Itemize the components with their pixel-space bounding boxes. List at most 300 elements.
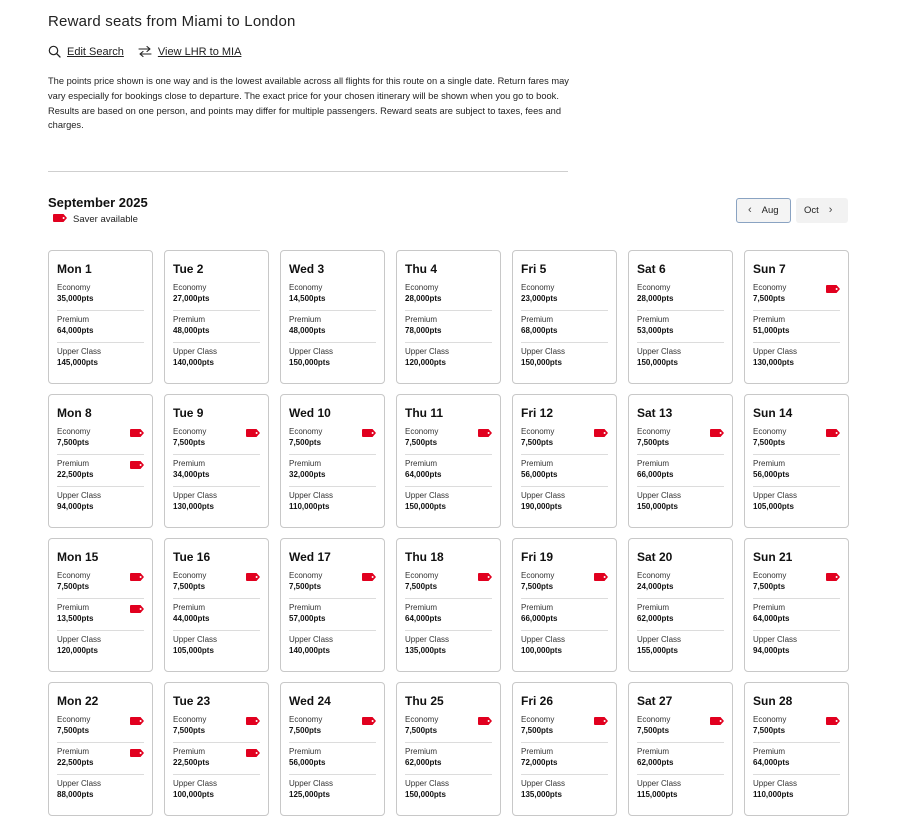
- saver-legend: [53, 214, 138, 225]
- fare-row: [405, 599, 492, 631]
- fare-row: [637, 775, 724, 807]
- day-card[interactable]: [512, 538, 617, 672]
- cabin-label: Premium: [289, 747, 322, 756]
- points-value: 7,500pts: [57, 582, 90, 591]
- points-value: 150,000pts: [637, 358, 678, 367]
- points-value: 94,000pts: [753, 646, 790, 655]
- month-title: September 2025: [48, 195, 148, 210]
- points-value: 155,000pts: [637, 646, 678, 655]
- cabin-label: Economy: [521, 715, 555, 724]
- points-value: 115,000pts: [637, 790, 678, 799]
- cabin-label: Economy: [173, 283, 207, 292]
- cabin-label: Premium: [405, 459, 438, 468]
- fare-row: [173, 311, 260, 343]
- fare-row: [753, 599, 840, 631]
- day-card[interactable]: [396, 250, 501, 384]
- fare-row: [405, 775, 492, 807]
- cabin-label: Premium: [637, 747, 670, 756]
- points-value: 56,000pts: [289, 758, 326, 767]
- points-value: 66,000pts: [637, 470, 674, 479]
- cabin-label: Economy: [289, 715, 323, 724]
- points-value: 120,000pts: [405, 358, 446, 367]
- fare-row: [405, 711, 492, 743]
- cabin-label: Premium: [57, 315, 90, 324]
- cabin-label: Economy: [57, 283, 91, 292]
- points-value: 66,000pts: [521, 614, 558, 623]
- cabin-label: Premium: [637, 315, 670, 324]
- fare-row: [405, 423, 492, 455]
- fare-row: [173, 775, 260, 807]
- saver-tag-icon: [246, 429, 260, 437]
- fare-row: [521, 423, 608, 455]
- saver-tag-icon: [130, 429, 144, 437]
- fare-row: [289, 599, 376, 631]
- cabin-label: Premium: [753, 603, 786, 612]
- day-label: Sun 28: [753, 694, 793, 708]
- day-card[interactable]: [48, 682, 153, 816]
- day-label: Wed 10: [289, 406, 331, 420]
- fare-row: [753, 311, 840, 343]
- day-label: Wed 3: [289, 262, 325, 276]
- saver-tag-icon: [362, 429, 376, 437]
- points-value: 44,000pts: [173, 614, 210, 623]
- points-value: 130,000pts: [753, 358, 794, 367]
- points-value: 7,500pts: [637, 438, 670, 447]
- saver-tag-icon: [826, 285, 840, 293]
- day-card[interactable]: [512, 250, 617, 384]
- points-value: 64,000pts: [753, 758, 790, 767]
- cabin-label: Economy: [405, 283, 439, 292]
- points-value: 120,000pts: [57, 646, 98, 655]
- fare-row: [753, 487, 840, 519]
- cabin-label: Economy: [753, 715, 787, 724]
- points-value: 57,000pts: [289, 614, 326, 623]
- cabin-label: Upper Class: [637, 779, 682, 788]
- day-card[interactable]: [512, 682, 617, 816]
- points-value: 7,500pts: [173, 438, 206, 447]
- day-card[interactable]: [164, 682, 269, 816]
- day-card[interactable]: [744, 394, 849, 528]
- cabin-label: Premium: [289, 603, 322, 612]
- points-value: 7,500pts: [753, 582, 786, 591]
- fare-row: [289, 423, 376, 455]
- cabin-label: Premium: [637, 603, 670, 612]
- fare-row: [405, 743, 492, 775]
- points-value: 140,000pts: [289, 646, 330, 655]
- chevron-right-icon: ›: [828, 204, 833, 216]
- view-reverse-route-link[interactable]: [138, 45, 242, 58]
- day-card[interactable]: [396, 538, 501, 672]
- day-card[interactable]: [280, 394, 385, 528]
- points-value: 7,500pts: [57, 726, 90, 735]
- fare-row: [405, 631, 492, 663]
- day-card[interactable]: [744, 682, 849, 816]
- fare-row: [521, 775, 608, 807]
- points-value: 7,500pts: [173, 726, 206, 735]
- fare-row: [173, 711, 260, 743]
- cabin-label: Economy: [753, 283, 787, 292]
- points-value: 64,000pts: [57, 326, 94, 335]
- saver-tag-icon: [594, 717, 608, 725]
- day-label: Sun 21: [753, 550, 793, 564]
- day-card[interactable]: [164, 250, 269, 384]
- cabin-label: Upper Class: [173, 347, 218, 356]
- fare-row: [57, 343, 144, 375]
- points-value: 35,000pts: [57, 294, 94, 303]
- fare-row: [289, 343, 376, 375]
- day-label: Mon 1: [57, 262, 92, 276]
- points-value: 7,500pts: [405, 726, 438, 735]
- divider: [48, 171, 568, 172]
- fare-row: [521, 487, 608, 519]
- swap-arrows-icon: [138, 45, 152, 58]
- points-value: 48,000pts: [173, 326, 210, 335]
- cabin-label: Upper Class: [521, 779, 566, 788]
- fare-row: [173, 599, 260, 631]
- cabin-label: Upper Class: [173, 635, 218, 644]
- cabin-label: Economy: [173, 427, 207, 436]
- day-card[interactable]: [512, 394, 617, 528]
- points-value: 100,000pts: [521, 646, 562, 655]
- calendar-grid: [48, 250, 849, 816]
- day-label: Tue 2: [173, 262, 204, 276]
- cabin-label: Premium: [521, 459, 554, 468]
- day-label: Sat 13: [637, 406, 673, 420]
- points-disclaimer: The points price shown is one way and is the lowest available across all flights for this route on a single date. Return fares may vary especially for bookings close to departure. The exact price for your chosen itinerary will be shown when you go to book. Results are based on one person, and points may differ for multiple passengers. Reward seats are subject to taxes, fees and charges.: [48, 76, 569, 131]
- points-value: 7,500pts: [521, 582, 554, 591]
- fare-row: [57, 487, 144, 519]
- fare-row: [637, 455, 724, 487]
- points-value: 27,000pts: [173, 294, 210, 303]
- cabin-label: Economy: [57, 715, 91, 724]
- cabin-label: Economy: [753, 427, 787, 436]
- cabin-label: Premium: [521, 747, 554, 756]
- saver-tag-icon: [710, 717, 724, 725]
- points-value: 64,000pts: [405, 614, 442, 623]
- fare-row: [57, 711, 144, 743]
- fare-row: [753, 423, 840, 455]
- points-value: 7,500pts: [753, 726, 786, 735]
- fare-row: [405, 567, 492, 599]
- points-value: 64,000pts: [753, 614, 790, 623]
- cabin-label: Upper Class: [753, 635, 798, 644]
- saver-tag-icon: [130, 717, 144, 725]
- fare-row: [753, 743, 840, 775]
- points-value: 105,000pts: [173, 646, 214, 655]
- cabin-label: Upper Class: [405, 635, 450, 644]
- day-label: Thu 4: [405, 262, 437, 276]
- points-value: 145,000pts: [57, 358, 98, 367]
- day-card[interactable]: [744, 538, 849, 672]
- fare-row: [173, 455, 260, 487]
- next-month-button[interactable]: [796, 198, 848, 223]
- points-value: 64,000pts: [405, 470, 442, 479]
- cabin-label: Premium: [173, 315, 206, 324]
- edit-search-link[interactable]: [48, 45, 124, 58]
- fare-row: [521, 711, 608, 743]
- day-label: Sat 20: [637, 550, 673, 564]
- cabin-label: Upper Class: [289, 491, 334, 500]
- day-card[interactable]: [628, 538, 733, 672]
- cabin-label: Upper Class: [289, 635, 334, 644]
- day-card[interactable]: [628, 250, 733, 384]
- cabin-label: Upper Class: [405, 347, 450, 356]
- fare-row: [173, 279, 260, 311]
- fare-row: [753, 711, 840, 743]
- page-title: Reward seats from Miami to London: [48, 13, 296, 30]
- saver-tag-icon: [826, 429, 840, 437]
- cabin-label: Upper Class: [753, 491, 798, 500]
- points-value: 62,000pts: [637, 614, 674, 623]
- day-label: Sun 14: [753, 406, 793, 420]
- points-value: 7,500pts: [753, 294, 786, 303]
- fare-row: [405, 455, 492, 487]
- day-card[interactable]: [280, 538, 385, 672]
- cabin-label: Economy: [637, 571, 671, 580]
- points-value: 22,500pts: [57, 758, 94, 767]
- fare-row: [57, 775, 144, 807]
- day-label: Mon 22: [57, 694, 99, 708]
- fare-row: [173, 423, 260, 455]
- cabin-label: Upper Class: [521, 635, 566, 644]
- cabin-label: Economy: [289, 571, 323, 580]
- fare-row: [753, 343, 840, 375]
- points-value: 7,500pts: [521, 438, 554, 447]
- points-value: 150,000pts: [405, 790, 446, 799]
- day-label: Fri 5: [521, 262, 547, 276]
- cabin-label: Economy: [405, 427, 439, 436]
- fare-row: [753, 775, 840, 807]
- day-card[interactable]: [48, 538, 153, 672]
- points-value: 62,000pts: [405, 758, 442, 767]
- fare-row: [521, 279, 608, 311]
- day-label: Thu 25: [405, 694, 444, 708]
- fare-row: [57, 311, 144, 343]
- fare-row: [57, 599, 144, 631]
- cabin-label: Economy: [289, 427, 323, 436]
- cabin-label: Upper Class: [57, 347, 102, 356]
- fare-row: [289, 279, 376, 311]
- day-label: Fri 19: [521, 550, 554, 564]
- points-value: 13,500pts: [57, 614, 94, 623]
- points-value: 7,500pts: [405, 438, 438, 447]
- day-card[interactable]: [396, 394, 501, 528]
- day-card[interactable]: [164, 538, 269, 672]
- cabin-label: Premium: [405, 603, 438, 612]
- saver-tag-icon: [594, 429, 608, 437]
- cabin-label: Premium: [57, 747, 90, 756]
- cabin-label: Premium: [173, 603, 206, 612]
- fare-row: [289, 711, 376, 743]
- fare-row: [521, 599, 608, 631]
- points-value: 22,500pts: [173, 758, 210, 767]
- saver-tag-icon: [53, 214, 67, 225]
- fare-row: [289, 487, 376, 519]
- cabin-label: Upper Class: [57, 779, 102, 788]
- day-card[interactable]: [280, 250, 385, 384]
- cabin-label: Economy: [405, 715, 439, 724]
- cabin-label: Upper Class: [521, 491, 566, 500]
- cabin-label: Upper Class: [753, 779, 798, 788]
- points-value: 130,000pts: [173, 502, 214, 511]
- day-label: Thu 11: [405, 406, 444, 420]
- points-value: 53,000pts: [637, 326, 674, 335]
- points-value: 150,000pts: [521, 358, 562, 367]
- points-value: 62,000pts: [637, 758, 674, 767]
- search-actions: [48, 45, 241, 58]
- points-value: 94,000pts: [57, 502, 94, 511]
- fare-row: [521, 631, 608, 663]
- cabin-label: Economy: [637, 283, 671, 292]
- saver-tag-icon: [478, 429, 492, 437]
- cabin-label: Premium: [753, 459, 786, 468]
- search-icon: [48, 45, 61, 58]
- fare-row: [173, 487, 260, 519]
- day-card[interactable]: [48, 394, 153, 528]
- cabin-label: Economy: [637, 715, 671, 724]
- fare-row: [521, 743, 608, 775]
- fare-row: [57, 567, 144, 599]
- fare-row: [521, 343, 608, 375]
- next-month-label: Oct: [804, 205, 819, 216]
- fare-row: [289, 775, 376, 807]
- points-value: 72,000pts: [521, 758, 558, 767]
- points-value: 68,000pts: [521, 326, 558, 335]
- fare-row: [521, 455, 608, 487]
- fare-row: [57, 743, 144, 775]
- day-card[interactable]: [164, 394, 269, 528]
- saver-tag-icon: [246, 717, 260, 725]
- saver-tag-icon: [130, 605, 144, 613]
- fare-row: [173, 343, 260, 375]
- cabin-label: Economy: [753, 571, 787, 580]
- cabin-label: Economy: [637, 427, 671, 436]
- day-card[interactable]: [280, 682, 385, 816]
- fare-row: [637, 279, 724, 311]
- fare-row: [289, 631, 376, 663]
- saver-tag-icon: [478, 573, 492, 581]
- day-label: Sat 27: [637, 694, 673, 708]
- cabin-label: Upper Class: [289, 779, 334, 788]
- day-card[interactable]: [628, 394, 733, 528]
- cabin-label: Economy: [173, 715, 207, 724]
- cabin-label: Upper Class: [637, 635, 682, 644]
- points-value: 56,000pts: [521, 470, 558, 479]
- fare-row: [637, 567, 724, 599]
- cabin-label: Premium: [57, 603, 90, 612]
- cabin-label: Upper Class: [405, 491, 450, 500]
- points-value: 23,000pts: [521, 294, 558, 303]
- fare-row: [637, 311, 724, 343]
- points-value: 100,000pts: [173, 790, 214, 799]
- saver-tag-icon: [246, 573, 260, 581]
- saver-tag-icon: [594, 573, 608, 581]
- day-label: Tue 23: [173, 694, 211, 708]
- cabin-label: Premium: [289, 459, 322, 468]
- day-label: Tue 16: [173, 550, 211, 564]
- fare-row: [405, 343, 492, 375]
- fare-row: [289, 455, 376, 487]
- day-card[interactable]: [628, 682, 733, 816]
- cabin-label: Premium: [753, 747, 786, 756]
- saver-tag-icon: [362, 573, 376, 581]
- day-label: Mon 8: [57, 406, 92, 420]
- fare-row: [405, 279, 492, 311]
- cabin-label: Upper Class: [637, 491, 682, 500]
- points-value: 51,000pts: [753, 326, 790, 335]
- points-value: 7,500pts: [173, 582, 206, 591]
- fare-row: [405, 311, 492, 343]
- points-value: 150,000pts: [405, 502, 446, 511]
- fare-row: [57, 279, 144, 311]
- cabin-label: Upper Class: [289, 347, 334, 356]
- points-value: 7,500pts: [289, 726, 322, 735]
- points-value: 190,000pts: [521, 502, 562, 511]
- points-value: 24,000pts: [637, 582, 674, 591]
- cabin-label: Premium: [521, 315, 554, 324]
- cabin-label: Upper Class: [753, 347, 798, 356]
- cabin-label: Economy: [57, 427, 91, 436]
- edit-search-label: Edit Search: [67, 45, 124, 58]
- fare-row: [637, 423, 724, 455]
- points-value: 7,500pts: [521, 726, 554, 735]
- day-card[interactable]: [48, 250, 153, 384]
- fare-row: [637, 343, 724, 375]
- cabin-label: Upper Class: [173, 491, 218, 500]
- points-value: 7,500pts: [289, 438, 322, 447]
- points-value: 32,000pts: [289, 470, 326, 479]
- points-value: 78,000pts: [405, 326, 442, 335]
- fare-row: [57, 631, 144, 663]
- points-value: 14,500pts: [289, 294, 326, 303]
- cabin-label: Upper Class: [57, 491, 102, 500]
- saver-tag-icon: [710, 429, 724, 437]
- points-value: 7,500pts: [57, 438, 90, 447]
- saver-tag-icon: [130, 749, 144, 757]
- previous-month-label: Aug: [761, 205, 779, 216]
- fare-row: [57, 455, 144, 487]
- previous-month-button[interactable]: [736, 198, 791, 223]
- points-value: 56,000pts: [753, 470, 790, 479]
- points-value: 28,000pts: [637, 294, 674, 303]
- day-label: Sat 6: [637, 262, 666, 276]
- cabin-label: Premium: [753, 315, 786, 324]
- points-value: 28,000pts: [405, 294, 442, 303]
- saver-tag-icon: [362, 717, 376, 725]
- day-card[interactable]: [396, 682, 501, 816]
- view-reverse-route-label: View LHR to MIA: [157, 45, 242, 58]
- fare-row: [637, 711, 724, 743]
- fare-row: [173, 743, 260, 775]
- cabin-label: Economy: [521, 427, 555, 436]
- points-value: 110,000pts: [753, 790, 794, 799]
- cabin-label: Premium: [405, 747, 438, 756]
- fare-row: [289, 743, 376, 775]
- points-value: 88,000pts: [57, 790, 94, 799]
- points-value: 105,000pts: [753, 502, 794, 511]
- cabin-label: Upper Class: [405, 779, 450, 788]
- fare-row: [521, 567, 608, 599]
- points-value: 7,500pts: [405, 582, 438, 591]
- saver-tag-icon: [130, 461, 144, 469]
- points-value: 22,500pts: [57, 470, 94, 479]
- cabin-label: Premium: [173, 747, 206, 756]
- cabin-label: Economy: [521, 283, 555, 292]
- day-card[interactable]: [744, 250, 849, 384]
- cabin-label: Upper Class: [637, 347, 682, 356]
- fare-row: [753, 567, 840, 599]
- fare-row: [173, 567, 260, 599]
